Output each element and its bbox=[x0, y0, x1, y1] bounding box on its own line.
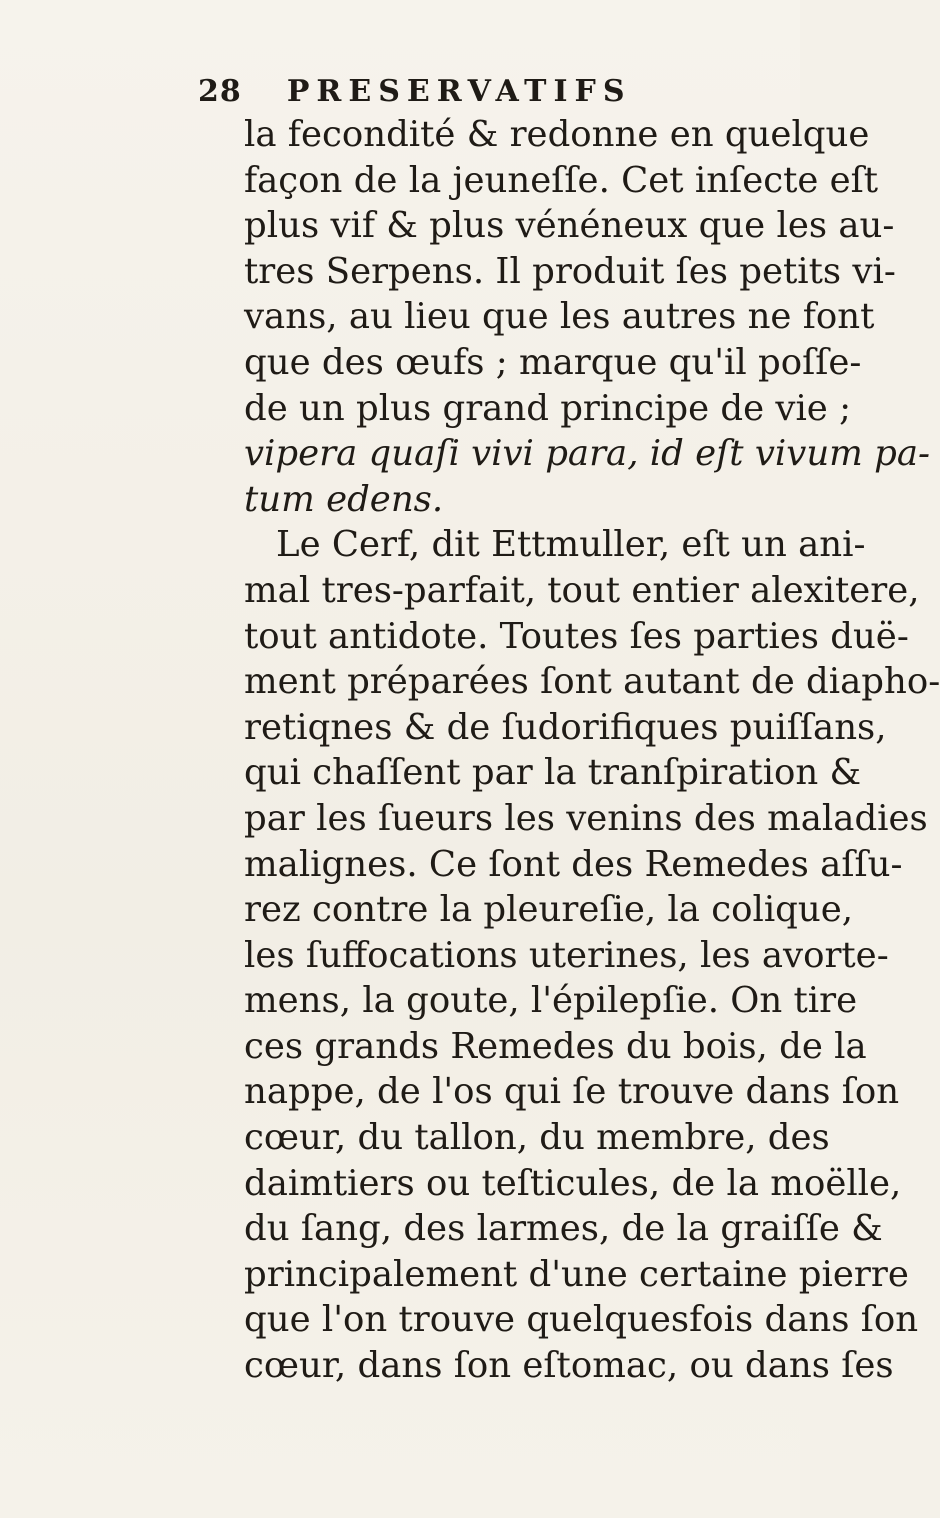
text-line: de un plus grand principe de vie ; bbox=[244, 387, 852, 429]
text-line: nappe, de l'os qui ſe trouve dans ſon bbox=[244, 1071, 900, 1113]
text-line: tres Serpens. Il produit ſes petits vi- bbox=[244, 250, 896, 292]
text-line: ces grands Remedes du bois, de la bbox=[244, 1025, 867, 1067]
text-line: malignes. Ce ſont des Remedes aſſu- bbox=[244, 843, 903, 885]
text-line: qui chaſſent par la tranſpiration & bbox=[244, 752, 862, 794]
text-line: que des œufs ; marque qu'il poſſe- bbox=[244, 341, 862, 383]
text-line: les ſuffocations uterines, les avorte- bbox=[244, 934, 889, 976]
text-line: façon de la jeuneſſe. Cet inſecte eſt bbox=[244, 159, 879, 201]
text-line: mal tres-parfait, tout entier alexitere, bbox=[244, 569, 920, 611]
body-text bbox=[244, 112, 940, 1389]
text-line: que l'on trouve quelquesfois dans ſon bbox=[244, 1299, 919, 1341]
text-line: mens, la goute, l'épilepſie. On tire bbox=[244, 980, 858, 1022]
text-line: principalement d'une certaine pierre bbox=[244, 1253, 909, 1295]
text-line: retiqnes & de ſudorifiques puiſſans, bbox=[244, 706, 887, 748]
text-line: tout antidote. Toutes ſes parties duë- bbox=[244, 615, 909, 657]
text-line: cœur, du tallon, du membre, des bbox=[244, 1117, 830, 1159]
text-line: ment préparées ſont autant de diapho- bbox=[244, 661, 940, 703]
text-line: la fecondité & redonne en quelque bbox=[244, 114, 870, 155]
text-line: cœur, dans ſon eſtomac, ou dans ſes bbox=[244, 1345, 894, 1387]
text-line: du ſang, des larmes, de la graiſſe & bbox=[244, 1208, 883, 1250]
page-header bbox=[198, 74, 718, 114]
paragraph-start-line: Le Cerf, dit Ettmuller, eſt un ani- bbox=[276, 524, 866, 566]
latin-quote-line: tum edens. bbox=[244, 478, 444, 520]
text-line: par les ſueurs les venins des maladies bbox=[244, 797, 928, 839]
text-line: rez contre la pleureſie, la colique, bbox=[244, 889, 854, 931]
page-number: 28 bbox=[198, 74, 242, 109]
latin-quote-line: vipera quaſi vivi para, id eſt vivum pa- bbox=[244, 433, 931, 475]
text-line: plus vif & plus vénéneux que les au- bbox=[244, 205, 895, 247]
text-line: vans, au lieu que les autres ne font bbox=[244, 296, 875, 338]
running-head: PRESERVATIFS bbox=[286, 74, 632, 109]
text-line: daimtiers ou teſticules, de la moëlle, bbox=[244, 1162, 902, 1204]
